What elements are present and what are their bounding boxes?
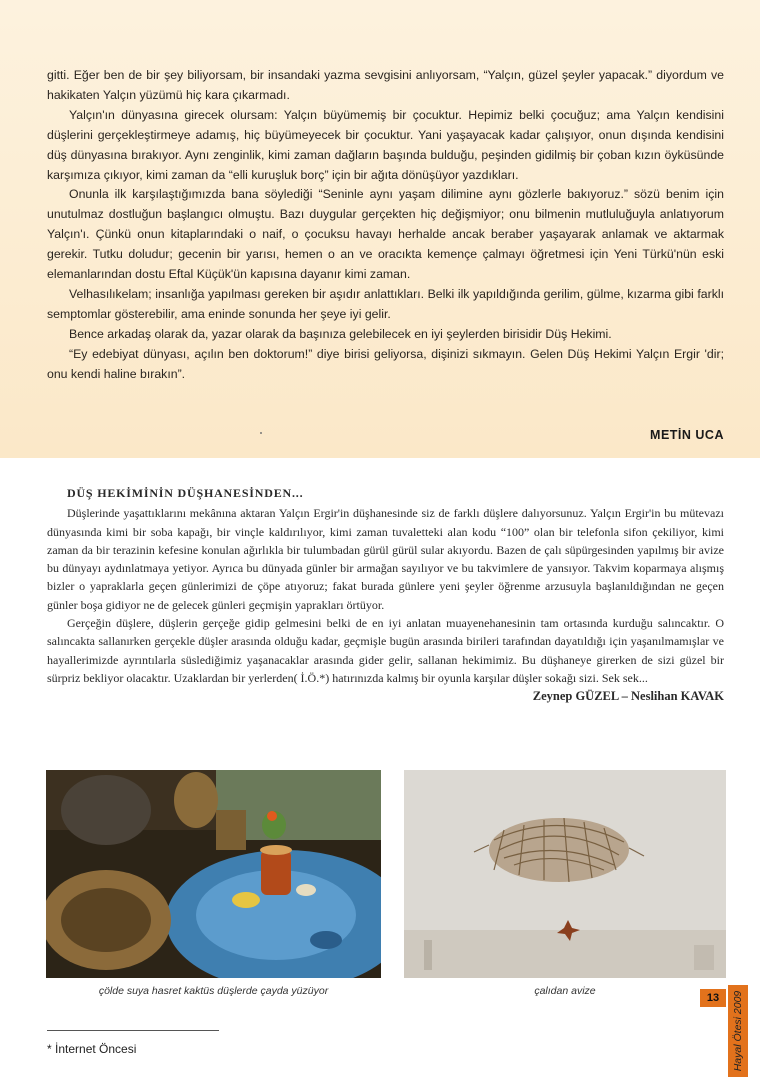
left-photo-caption: çölde suya hasret kaktüs düşlerde çayda yüzüyor: [98, 985, 329, 997]
top-article-author: METİN UCA: [650, 428, 724, 442]
magazine-label: [728, 985, 748, 1077]
bottom-article-heading: DÜŞ HEKİMİNİN DÜŞHANESİNDEN...: [67, 486, 304, 500]
paragraph: Bence arkadaş olarak da, yazar olarak da başınıza gelebilecek en iyi şeylerden birisidir Düş Hekimi.: [69, 326, 612, 341]
photo-broom-chandelier: [404, 770, 726, 978]
page-number: 13: [700, 989, 726, 1007]
paragraph: “Ey edebiyat dünyası, açılın ben doktorum!” diye birisi geliyorsa, dişinizi sıkmayın. Gelen Düş Hekimi Yalçın Ergir 'dir; onu kendi haline bırakın”.: [47, 346, 724, 381]
footnote-divider: [47, 1030, 219, 1031]
paragraph: Düşlerinde yaşattıklarını mekânına aktaran Yalçın Ergir'in düşhanesinde siz de farklı düşlere dalıyorsunuz. Yalçın Ergir'in bu mütevazı dünyasında kimi bir soba kapağı, bir vinçle kaldırılıyor, kimi zaman tuvaletteki alan kodu “100” olan bir telefonla sifon çekiliyor, kimi zaman da bir terazinin kefesine konulan ağırlıkla bir tulumbadan gürül gürül sular akıyordu. Bazen de çalı süpürgesinden yapılmış bir avize bu dünyayı aydınlatmaya yetiyor. Ayrıca bu dünyada günler bir armağan sayılıyor ve bu takvimlere de yansıyor. Takvim koparmaya alışmış bizler o yapraklarla geçen günlerimizi de çöpe atıyoruz; fakat burada günlere yeni şeyler öğrenme arzusuyla başlanıldığından ne geçen günler boşa gidiyor ne de gelecek günleri geçmişin yaprakları örtüyor.: [47, 506, 724, 612]
top-article-panel: [0, 0, 760, 458]
signature-line: [47, 687, 724, 705]
bottom-article-body: [47, 484, 724, 706]
paragraph: [47, 614, 724, 687]
magazine-name: Hayal Ötesi 2009: [732, 990, 744, 1072]
top-article-body: [47, 66, 724, 385]
paragraph: Yalçın'ın dünyasına girecek olursam: Yalçın büyümemiş bir çocuktur. Hepimiz belki çocuğuz; ama Yalçın kendisini düşlerini gerçekleştirmeye adamış, hiç büyümeyecek bir çocuktur. Yani yaşayacak kadar çalışıyor, onun dışında kendisini düş dünyasına bırakıyor. Aynı zenginlik, kimi zaman dağların başında bulduğu, peşinden gidilmiş bir çoban kızın öyküsünde karşımıza çıkıyor, kimi zaman da “elli kuruşluk borç” için bir ağıta dönüşüyor yazdıkları.: [47, 107, 724, 182]
decorative-dot: [260, 432, 262, 434]
paragraph-text: Gerçeğin düşlere, düşlerin gerçeğe gidip gelmesini belki de en iyi anlatan muayenehanesinin tam ortasında kurduğu salıncaktır. O salıncakta sallanırken gerçekle düşler arasında olduğu kadar, geçmişle bugün arasında birileri tarafından dayatıldığı için yaşanılmamışlar ve hayallerimizde ayrıntılarla süslediğimiz yaşanacaklar arasında gider gelir, sallanan hekimimiz. Bu düşhaneye girerken de sizi güzel bir sürpriz bekliyor olacaktır. Uzaklardan bir yerlerden( İ.Ö.*) hatırınızda kalmış bir oyunla karşılar düşler sokağı sizi. Sek sek...: [47, 616, 724, 685]
paragraph: Velhasılıkelam; insanlığa yapılması gereken bir aşıdır anlattıkları. Belki ilk yapıldığında gerilim, gülme, kızarma gibi farklı semptomlar gösterebilir, ama eninde sonunda her şeye iyi gelir.: [47, 286, 724, 321]
right-photo-caption: çalıdan avize: [534, 985, 596, 997]
paragraph: Onunla ilk karşılaştığımızda bana söylediği “Seninle aynı yaşam dilimine aynı gözlerle bakıyoruz.” sözü benim için unutulmaz dostluğun başlangıcı olmuştu. Bazı duygular gerçekten hiç değişmiyor; onu bilmenin mutluluğuyla anlatıyorum Yalçın'ı. Çünkü onun kitaplarındaki o naif, o çocuksu havayı herhalde ancak beraber yaşayarak anlamak ve aktarmak gerekir. Tutku doludur; gecenin bir yarısı, hemen o an ve oracıkta kemençe çalmayı öğretmesi için Yeni Türkü'nün eski elemanlarından dostu Eftal Küçük'ün kapısına dayanır kimi zaman.: [47, 187, 724, 282]
photo-broom-chandelier-image: [404, 770, 726, 978]
paragraph: gitti. Eğer ben de bir şey biliyorsam, bir insandaki yazma sevgisini anlıyorsam, “Yalçın, güzel şeyler yapacak.” diyordum ve hakikaten Yalçın yüzümü hiç kara çıkarmadı.: [47, 68, 724, 102]
photo-cactus-tea: [46, 770, 381, 978]
photo-cactus-tea-image: [46, 770, 381, 978]
footnote: * İnternet Öncesi: [47, 1042, 137, 1056]
bottom-article-authors: Zeynep GÜZEL – Neslihan KAVAK: [532, 689, 724, 704]
